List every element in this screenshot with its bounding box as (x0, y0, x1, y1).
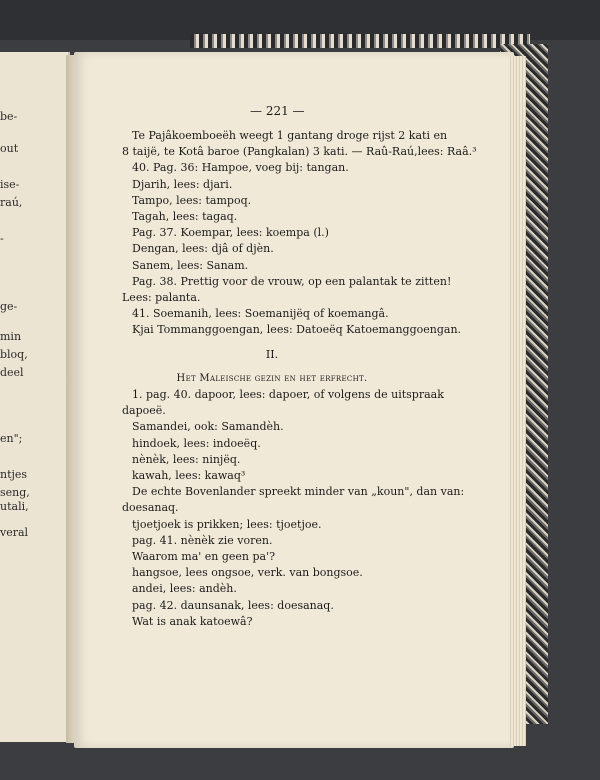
section-heading: II. (265, 347, 279, 361)
text-line: 8 taijë, te Kotâ baroe (Pangkalan) 3 kati. — Raû-Raú,lees: Raâ.³ (122, 145, 477, 159)
text-line: pag. 41. nènèk zie voren. (132, 533, 273, 547)
left-page-fragment: utali, (0, 500, 29, 513)
text-line: andei, lees: andèh. (132, 582, 237, 596)
text-line: 1. pag. 40. dapoor, lees: dapoer, of volgens de uitspraak (132, 388, 444, 402)
left-page-fragment: raú, (0, 196, 23, 209)
text-line: 41. Soemanih, lees: Soemanijëq of koemangâ. (132, 307, 389, 321)
text-line: pag. 42. daunsanak, lees: doesanaq. (132, 598, 334, 612)
text-line: 40. Pag. 36: Hampoe, voeg bij: tangan. (132, 161, 349, 175)
text-line: Tagah, lees: tagaq. (132, 210, 238, 224)
page-text (122, 128, 477, 630)
left-page-fragment: ge- (0, 300, 18, 313)
left-page-fragment: ise- (0, 178, 20, 191)
text-line: doesanaq. (122, 501, 179, 515)
text-line: hindoek, lees: indoeëq. (132, 436, 261, 450)
section-heading: Het Maleische gezin en het erfrecht. (176, 372, 368, 384)
left-page-fragment: veral (0, 526, 29, 539)
left-page-fragment: en"; (0, 432, 23, 445)
text-line: Lees: palanta. (122, 291, 201, 305)
text-line: Te Pajâkoemboeëh weegt 1 gantang droge rijst 2 kati en (132, 129, 448, 142)
left-page-fragment: be- (0, 110, 18, 123)
text-line: Samandei, ook: Samandèh. (132, 420, 284, 434)
text-line: Pag. 37. Koempar, lees: koempa (l.) (132, 226, 329, 240)
text-line: kawah, lees: kawaq³ (132, 469, 246, 483)
text-line: Kjai Tommanggoengan, lees: Datoeëq Katoemanggoengan. (132, 323, 462, 337)
left-page-fragment: min (0, 330, 22, 343)
text-line: nènèk, lees: ninjëq. (132, 452, 241, 466)
page-edges (510, 56, 526, 746)
text-line: Djarih, lees: djari. (132, 177, 233, 191)
text-line: Pag. 38. Prettig voor de vrouw, op een palantak te zitten! (132, 274, 452, 288)
text-line: De echte Bovenlander spreekt minder van „koun", dan van: (132, 485, 465, 499)
left-page-fragment: ntjes (0, 468, 28, 481)
text-line: Dengan, lees: djâ of djèn. (132, 242, 274, 256)
text-line: Tampo, lees: tampoq. (132, 193, 252, 207)
page-number: — 221 — (250, 104, 305, 118)
text-line (122, 339, 422, 347)
left-page-fragment: bloq, (0, 348, 28, 361)
left-page-fragment: seng, (0, 486, 30, 499)
text-line: dapoeë. (122, 404, 166, 418)
left-page-fragment: out (0, 142, 19, 155)
text-line: Sanem, lees: Sanam. (132, 258, 249, 272)
text-line: hangsoe, lees ongsoe, verk. van bongsoe. (132, 566, 363, 580)
marbled-binding-top (190, 34, 530, 48)
text-line: tjoetjoek is prikken; lees: tjoetjoe. (132, 517, 322, 531)
left-page-fragment: - (0, 232, 4, 245)
left-page-fragment: deel (0, 366, 24, 379)
left-page (0, 52, 70, 742)
text-line: Waarom ma' en geen pa'? (132, 550, 276, 564)
text-line: Wat is anak katoewâ? (132, 614, 253, 628)
text-line (122, 363, 422, 371)
